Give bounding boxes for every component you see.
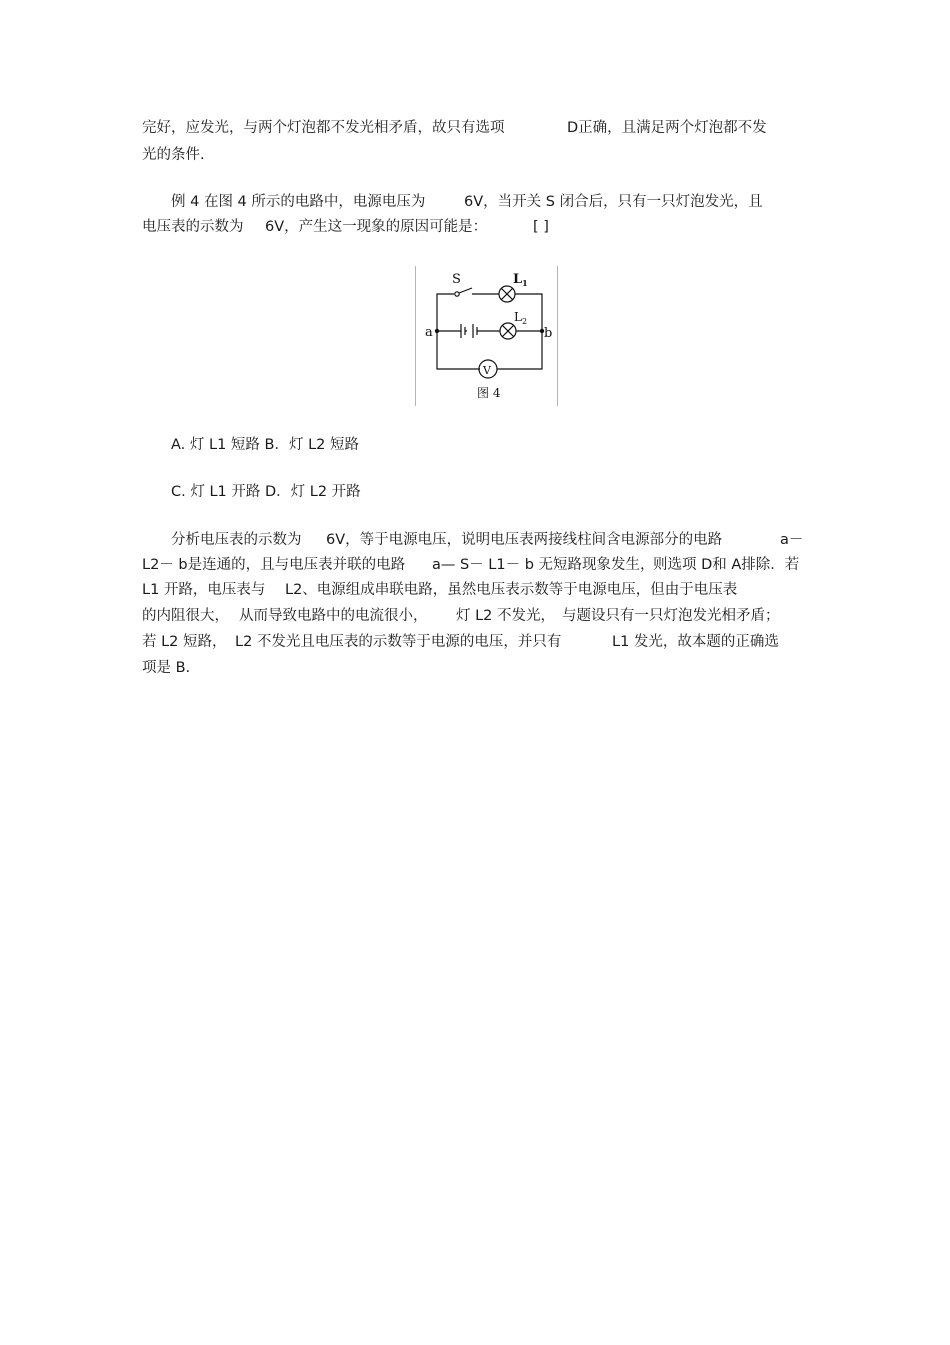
options-cd: C. 灯 L1 开路 D．灯 L2 开路 bbox=[171, 484, 361, 500]
switch-label: S bbox=[452, 272, 461, 287]
text-segment: 光的条件. bbox=[142, 147, 205, 163]
text-segment: 灯 L2 不发光， bbox=[456, 608, 556, 624]
lamp-l2-label: $L_2$ bbox=[514, 310, 528, 326]
text-segment: 则选项 D和 A排除．若 bbox=[653, 557, 800, 573]
text-segment: 6V，等于电源电压，说明电压表两接线柱间含电源部分的电路 bbox=[326, 532, 723, 548]
text-segment: 从而导致电路中的电流很小， bbox=[239, 608, 428, 624]
text-segment: 分析电压表的示数为 bbox=[171, 532, 302, 548]
switch-contact bbox=[455, 292, 459, 296]
voltmeter-label: V bbox=[483, 364, 491, 377]
text-segment: L2 不发光且电压表的示数等于电源的电压，并只有 bbox=[235, 634, 562, 650]
text-segment: D正确，且满足两个灯泡都不发 bbox=[567, 120, 767, 136]
options-ab: A. 灯 L1 短路 B．灯 L2 短路 bbox=[171, 437, 359, 453]
text-segment: 电压表的示数为 bbox=[142, 219, 244, 235]
text-segment: L1 发光，故本题的正确选 bbox=[612, 634, 779, 650]
figure-caption: 图 4 bbox=[477, 386, 501, 400]
text-segment: 与题设只有一只灯泡发光相矛盾； bbox=[562, 608, 780, 624]
circuit-diagram bbox=[416, 266, 557, 406]
text-segment: 例 4 在图 4 所示的电路中，电源电压为 bbox=[171, 194, 426, 210]
text-segment: L1 开路，电压表与 bbox=[142, 582, 266, 598]
switch-lever bbox=[459, 288, 472, 293]
text-segment: a－ bbox=[780, 532, 804, 548]
text-segment: a— S－ L1－ b 无短路现象发生， bbox=[432, 557, 655, 573]
node-a-dot bbox=[435, 329, 439, 333]
text-segment: 6V，当开关 S 闭合后，只有一只灯泡发光，且 bbox=[464, 194, 763, 210]
text-segment: L2、电源组成串联电路，虽然电压表示数等于电源电压，但由于电压表 bbox=[285, 582, 738, 598]
text-segment: L2－ b是连通的，且与电压表并联的电路 bbox=[142, 557, 406, 573]
node-b-label: b bbox=[544, 326, 553, 341]
node-a-label: a bbox=[425, 325, 433, 340]
lamp-l1-label: $L_1$ bbox=[513, 272, 528, 288]
text-segment: 6V，产生这一现象的原因可能是： bbox=[265, 219, 488, 235]
circuit-figure bbox=[415, 266, 558, 406]
text-segment: 项是 B. bbox=[142, 660, 191, 676]
text-segment: 的内阻很大， bbox=[142, 608, 229, 624]
text-segment: 完好，应发光，与两个灯泡都不发光相矛盾，故只有选项 bbox=[142, 120, 505, 136]
answer-bracket: [ ] bbox=[533, 219, 549, 235]
text-segment: 若 L2 短路， bbox=[142, 634, 227, 650]
